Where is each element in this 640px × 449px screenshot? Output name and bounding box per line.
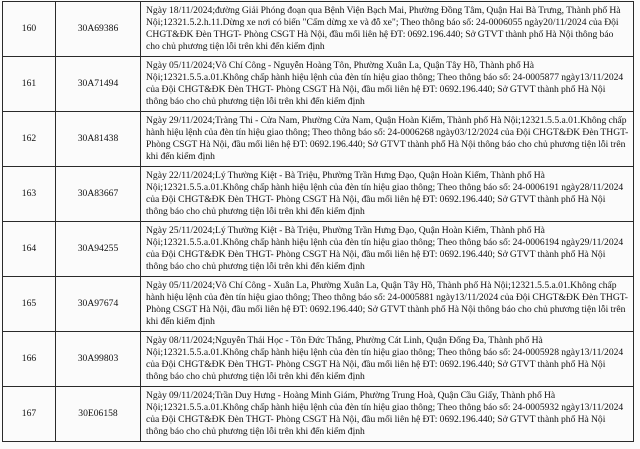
row-number: 162 [3, 112, 56, 167]
row-number: 161 [3, 57, 56, 112]
violation-details: Ngày 22/11/2024;Lý Thường Kiệt - Bà Triệu, Phường Trần Hưng Đạo, Quận Hoàn Kiếm, Thành phố Hà Nội;12321.5.5.a.01.Không chấp hành hiệu lệnh của đèn tín hiệu giao thông; Theo thông báo số: 24-0006191 ngày28/11/2024 của Đội CHGT&ĐK Đèn THGT- Phòng CSGT Hà Nội, đầu mối liên hệ ĐT: 0692.196.440; Sở GTVT thành phố Hà Nội thông báo cho chủ phương tiện lỗi trên khi đến kiểm định [141, 167, 634, 222]
license-plate: 30A69386 [56, 2, 141, 57]
violation-details: Ngày 29/11/2024;Tràng Thi - Cửa Nam, Phường Cửa Nam, Quận Hoàn Kiếm, Thành phố Hà Nội;12321.5.5.a.01.Không chấp hành hiệu lệnh của đèn tín hiệu giao thông; Theo thông báo số: 24-0006268 ngày03/12/2024 của Đội CHGT&ĐK Đèn THGT- Phòng CSGT Hà Nội, đầu mối liên hệ ĐT: 0692.196.440; Sở GTVT thành phố Hà Nội thông báo cho chủ phương tiện lỗi trên khi đến kiểm định [141, 112, 634, 167]
row-number: 163 [3, 167, 56, 222]
table-row [3, 277, 634, 332]
table-row [3, 387, 634, 442]
row-number: 164 [3, 222, 56, 277]
license-plate: 30A99803 [56, 332, 141, 387]
table-row [3, 332, 634, 387]
violation-details: Ngày 08/11/2024;Nguyễn Thái Học - Tôn Đức Thắng, Phường Cát Linh, Quận Đống Đa, Thành phố Hà Nội;12321.5.5.a.01.Không chấp hành hiệu lệnh của đèn tín hiệu giao thông; Theo thông báo số: 24-0005928 ngày13/11/2024 của Đội CHGT&ĐK Đèn THGT- Phòng CSGT Hà Nội, đầu mối liên hệ ĐT: 0692.196.440; Sở GTVT thành phố Hà Nội thông báo cho chủ phương tiện lỗi trên khi đến kiểm định [141, 332, 634, 387]
violations-table [2, 1, 634, 442]
violation-details: Ngày 25/11/2024;Lý Thường Kiệt - Bà Triệu, Phường Trần Hưng Đạo, Quận Hoàn Kiếm, Thành phố Hà Nội;12321.5.5.a.01.Không chấp hành hiệu lệnh của đèn tín hiệu giao thông; Theo thông báo số: 24-0006194 ngày29/11/2024 của Đội CHGT&ĐK Đèn THGT- Phòng CSGT Hà Nội, đầu mối liên hệ ĐT: 0692.196.440; Sở GTVT thành phố Hà Nội thông báo cho chủ phương tiện lỗi trên khi đến kiểm định [141, 222, 634, 277]
row-number: 165 [3, 277, 56, 332]
table-row [3, 57, 634, 112]
table-row [3, 112, 634, 167]
violation-details: Ngày 05/11/2024;Võ Chí Công - Xuân La, Phường Xuân La, Quận Tây Hồ, Thành phố Hà Nội;12321.5.5.a.01.Không chấp hành hiệu lệnh của đèn tín hiệu giao thông; Theo thông báo số: 24-0005881 ngày13/11/2024 của Đội CHGT&ĐK Đèn THGT- Phòng CSGT Hà Nội, đầu mối liên hệ ĐT: 0692.196.440; Sở GTVT thành phố Hà Nội thông báo cho chủ phương tiện lỗi trên khi đến kiểm định [141, 277, 634, 332]
license-plate: 30A97674 [56, 277, 141, 332]
violation-details: Ngày 18/11/2024;đường Giải Phóng đoạn qua Bệnh Viện Bạch Mai, Phường Đồng Tâm, Quận Hai Bà Trưng, Thành phố Hà Nội;12321.5.2.h.11.Dừng xe nơi có biển "Cấm dừng xe và đỗ xe"; Theo thông báo số: 24-0006055 ngày20/11/2024 của Đội CHGT&ĐK Đèn THGT- Phòng CSGT Hà Nội, đầu mối liên hệ ĐT: 0692.196.440; Sở GTVT thành phố Hà Nội thông báo cho chủ phương tiện lỗi trên khi đến kiểm định [141, 2, 634, 57]
row-number: 167 [3, 387, 56, 442]
row-number: 160 [3, 2, 56, 57]
license-plate: 30A83667 [56, 167, 141, 222]
violation-details: Ngày 05/11/2024;Võ Chí Công - Nguyễn Hoàng Tôn, Phường Xuân La, Quận Tây Hồ, Thành phố Hà Nội;12321.5.5.a.01.Không chấp hành hiệu lệnh của đèn tín hiệu giao thông; Theo thông báo số: 24-0005877 ngày13/11/2024 của Đội CHGT&ĐK Đèn THGT- Phòng CSGT Hà Nội, đầu mối liên hệ ĐT: 0692.196.440; Sở GTVT thành phố Hà Nội thông báo cho chủ phương tiện lỗi trên khi đến kiểm định [141, 57, 634, 112]
table-row [3, 222, 634, 277]
table-row [3, 167, 634, 222]
license-plate: 30E06158 [56, 387, 141, 442]
violations-table-body [3, 2, 634, 442]
license-plate: 30A94255 [56, 222, 141, 277]
license-plate: 30A71494 [56, 57, 141, 112]
row-number: 166 [3, 332, 56, 387]
table-row [3, 2, 634, 57]
license-plate: 30A81438 [56, 112, 141, 167]
violation-details: Ngày 09/11/2024;Trần Duy Hưng - Hoàng Minh Giám, Phường Trung Hoà, Quận Cầu Giấy, Thành phố Hà Nội;12321.5.5.a.01.Không chấp hành hiệu lệnh của đèn tín hiệu giao thông; Theo thông báo số: 24-0005932 ngày13/11/2024 của Đội CHGT&ĐK Đèn THGT- Phòng CSGT Hà Nội, đầu mối liên hệ ĐT: 0692.196.440; Sở GTVT thành phố Hà Nội thông báo cho chủ phương tiện lỗi trên khi đến kiểm định [141, 387, 634, 442]
